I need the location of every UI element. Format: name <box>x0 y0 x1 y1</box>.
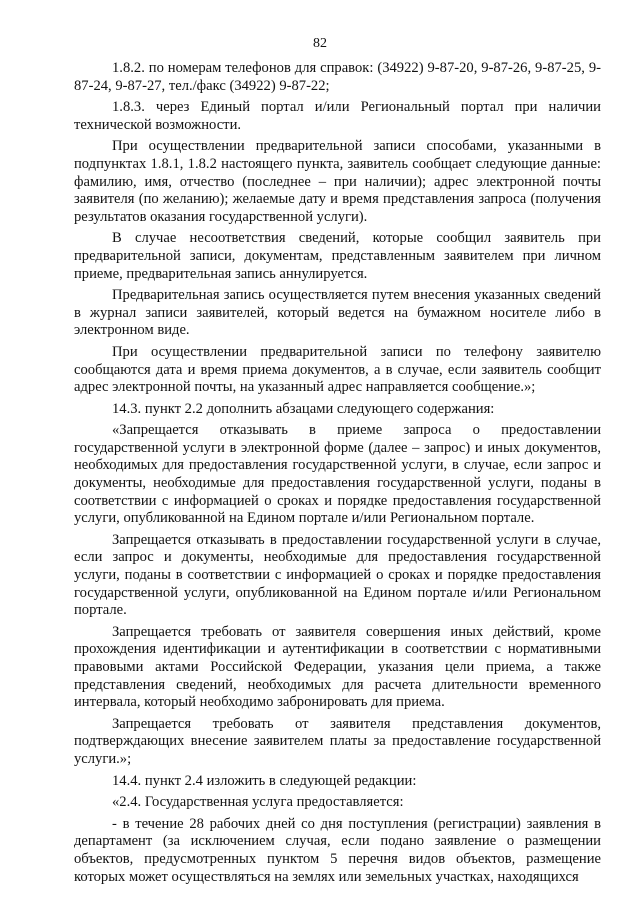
paragraph-preliminary-data: При осуществлении предварительной записи способами, указанными в подпунктах 1.8.1, 1.8.2 настоящего пункта, заявитель сообщает следующие данные: фамилию, имя, отчество (последнее – при наличии); адрес электронной почты заявителя (по желанию); желаемые дату и время представления запроса (получения результатов оказания государственной услуги). <box>74 138 601 225</box>
paragraph-14-4: 14.4. пункт 2.4 изложить в следующей редакции: <box>112 772 417 789</box>
paragraph-mismatch: В случае несоответствия сведений, которые сообщил заявитель при предварительной записи, документам, представленным заявителем при личном приеме, предварительная запись аннулируется. <box>74 230 601 282</box>
paragraph-28-days: - в течение 28 рабочих дней со дня поступления (регистрации) заявления в департамент (за исключением случая, если подано заявление о размещении объектов, предусмотренных пунктом 5 перечня видов объектов, размещение которых может осуществляться на землях или земельных участках, находящихся <box>74 815 601 885</box>
paragraph-payment-documents: Запрещается требовать от заявителя представления документов, подтверждающих внесение заявителем платы за предоставление государственной услуги.»; <box>74 715 601 767</box>
paragraph-1-8-2: 1.8.2. по номерам телефонов для справок: (34922) 9-87-20, 9-87-26, 9-87-25, 9-87-24, 9-87-27, тел./факс (34922) 9-87-22; <box>74 60 601 94</box>
paragraph-2-4: «2.4. Государственная услуга предоставляется: <box>112 794 404 811</box>
paragraph-14-3: 14.3. пункт 2.2 дополнить абзацами следующего содержания: <box>112 400 495 417</box>
paragraph-refusal-reception: «Запрещается отказывать в приеме запроса о предоставлении государственной услуги в электронной форме (далее – запрос) и иных документов, необходимых для предоставления государственной услуги, в случае, если запрос и документы, необходимые для предоставления государственной услуги, поданы в соответствии с информацией о сроках и порядке предоставления государственной услуги, опубликованной на Едином портале и/или Региональном портале. <box>74 422 601 527</box>
page-number: 82 <box>313 36 327 51</box>
paragraph-journal: Предварительная запись осуществляется путем внесения указанных сведений в журнал записи заявителей, который ведется на бумажном носителе либо в электронном виде. <box>74 287 601 339</box>
paragraph-refusal-provision: Запрещается отказывать в предоставлении государственной услуги в случае, если запрос и документы, необходимые для предоставления государственной услуги, поданы в соответствии с информацией о сроках и порядке предоставления государственной услуги, опубликованной на Едином портале и/или Региональном портале. <box>74 531 601 619</box>
paragraph-1-8-3: 1.8.3. через Единый портал и/или Региональный портал при наличии технической возможности. <box>74 99 601 133</box>
paragraph-phone-record: При осуществлении предварительной записи по телефону заявителю сообщаются дата и время приема документов, а в случае, если заявитель сообщит адрес электронной почты, на указанный адрес направляется сообщение.»; <box>74 343 601 396</box>
document-body <box>74 60 601 890</box>
paragraph-other-actions: Запрещается требовать от заявителя совершения иных действий, кроме прохождения идентификации и аутентификации в соответствии с нормативными правовыми актами Российской Федерации, указания цели приема, а также представления сведений, необходимых для расчета длительности временного интервала, который необходимо забронировать для приема. <box>74 623 601 711</box>
